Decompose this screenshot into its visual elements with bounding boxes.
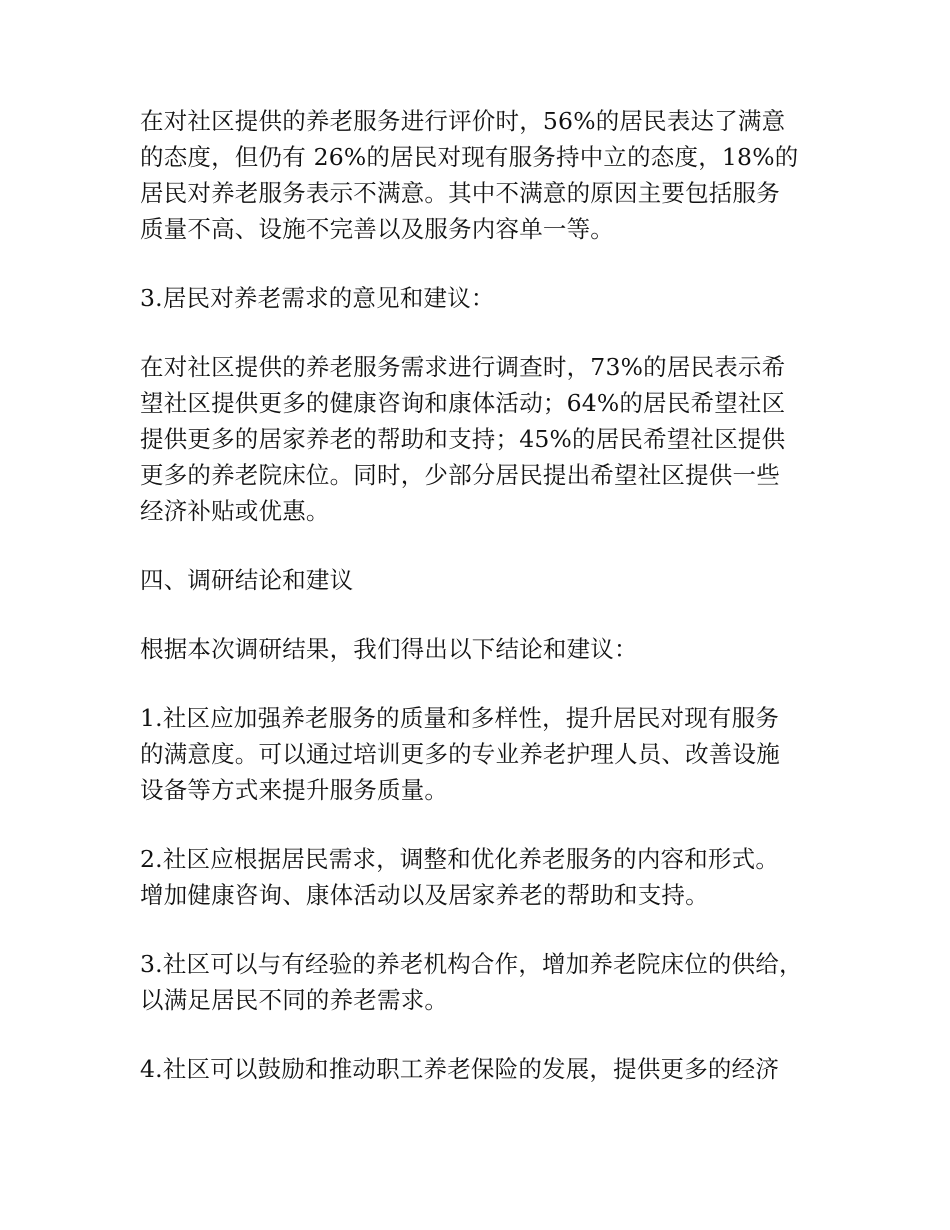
section-heading-opinions: 3.居民对养老需求的意见和建议： <box>140 284 495 312</box>
recommendation-4: 4.社区可以鼓励和推动职工养老保险的发展，提供更多的经济 <box>140 1055 780 1083</box>
recommendation-1: 1.社区应加强养老服务的质量和多样性，提升居民对现有服务 的满意度。可以通过培训更多的专业养老护理人员、改善设施 设备等方式来提升服务质量。 <box>140 704 780 804</box>
recommendation-3: 3.社区可以与有经验的养老机构合作，增加养老院床位的供给， 以满足居民不同的养老需求。 <box>140 950 803 1014</box>
paragraph-demand-survey: 在对社区提供的养老服务需求进行调查时，73%的居民表示希 望社区提供更多的健康咨询和康体活动；64%的居民希望社区 提供更多的居家养老的帮助和支持；45%的居民希望社区提供 更多的养老院床位。同时，少部分居民提出希望社区提供一些 经济补贴或优惠。 <box>140 353 786 525</box>
section-heading-conclusions: 四、调研结论和建议 <box>140 566 354 594</box>
recommendation-2: 2.社区应根据居民需求，调整和优化养老服务的内容和形式。 增加健康咨询、康体活动以及居家养老的帮助和支持。 <box>140 845 780 909</box>
document-body <box>140 103 830 1120</box>
paragraph-evaluation-results: 在对社区提供的养老服务进行评价时，56%的居民表达了满意 的态度，但仍有 26%的居民对现有服务持中立的态度，18%的 居民对养老服务表示不满意。其中不满意的原因主要包括服务 质量不高、设施不完善以及服务内容单一等。 <box>140 107 799 243</box>
paragraph-conclusion-intro: 根据本次调研结果，我们得出以下结论和建议： <box>140 635 638 663</box>
